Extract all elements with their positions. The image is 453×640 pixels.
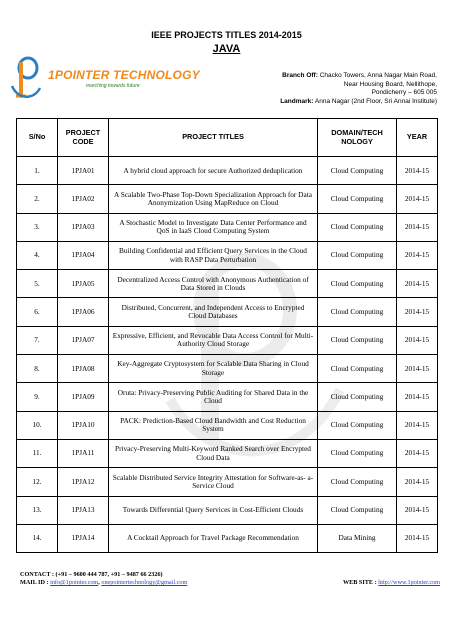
- email-link-2[interactable]: onepointertechnology@gmail.com: [101, 579, 188, 586]
- row-sno: 9.: [17, 383, 58, 411]
- row-year: 2014-15: [397, 326, 438, 354]
- row-year: 2014-15: [397, 213, 438, 241]
- row-project-code: 1PJA09: [58, 383, 109, 411]
- row-project-code: 1PJA07: [58, 326, 109, 354]
- row-year: 2014-15: [397, 383, 438, 411]
- row-sno: 10.: [17, 411, 58, 439]
- contact-phones: : (+91 – 9600 444 787, +91 – 9487 66 2326): [51, 571, 163, 578]
- table-header-row: [17, 119, 438, 157]
- website-label: WEB SITE :: [342, 579, 377, 586]
- row-project-code: 1PJA12: [58, 468, 109, 496]
- row-sno: 13.: [17, 496, 58, 524]
- row-project-title: PACK: Prediction-Based Cloud Bandwidth and Cost Reduction System: [109, 411, 318, 439]
- row-project-code: 1PJA02: [58, 185, 109, 213]
- email-link-1[interactable]: info@1pointer.com: [50, 579, 99, 586]
- row-domain: Cloud Computing: [318, 241, 397, 269]
- row-sno: 3.: [17, 213, 58, 241]
- row-project-title: Expressive, Efficient, and Revocable Data Access Control for Multi-Authority Cloud Storage: [109, 326, 318, 354]
- row-domain: Cloud Computing: [318, 355, 397, 383]
- row-domain: Cloud Computing: [318, 185, 397, 213]
- row-domain: Cloud Computing: [318, 496, 397, 524]
- branch-line-3: Pondicherry – 605 005: [371, 89, 437, 96]
- row-project-title: Distributed, Concurrent, and Independent Access to Encrypted Cloud Databases: [109, 298, 318, 326]
- branch-label: Branch Off:: [282, 72, 318, 79]
- row-project-code: 1PJA06: [58, 298, 109, 326]
- row-sno: 12.: [17, 468, 58, 496]
- address-block: [197, 72, 437, 106]
- table-row: [17, 270, 438, 298]
- table-row: [17, 326, 438, 354]
- row-domain: Cloud Computing: [318, 326, 397, 354]
- table-row: [17, 355, 438, 383]
- column-header-title: PROJECT TITLES: [109, 119, 318, 157]
- row-project-code: 1PJA03: [58, 213, 109, 241]
- table-row: [17, 185, 438, 213]
- row-year: 2014-15: [397, 468, 438, 496]
- row-year: 2014-15: [397, 524, 438, 552]
- branch-line-2: Near Housing Board, Nellithope,: [343, 80, 437, 88]
- row-domain: Cloud Computing: [318, 213, 397, 241]
- table-row: [17, 241, 438, 269]
- row-project-title: A Stochastic Model to Investigate Data Center Performance and QoS in IaaS Cloud Computing System: [109, 213, 318, 241]
- row-project-code: 1PJA04: [58, 241, 109, 269]
- row-sno: 6.: [17, 298, 58, 326]
- column-header-domain: DOMAIN/TECH NOLOGY: [318, 119, 397, 157]
- row-sno: 8.: [17, 355, 58, 383]
- row-domain: Data Mining: [318, 524, 397, 552]
- row-sno: 2.: [17, 185, 58, 213]
- website-link[interactable]: http://www.1pointer.com: [378, 579, 440, 586]
- row-project-title: Towards Differential Query Services in Cost-Efficient Clouds: [109, 496, 318, 524]
- mail-separator: :: [46, 579, 49, 586]
- column-header-year: YEAR: [397, 119, 438, 157]
- row-year: 2014-15: [397, 270, 438, 298]
- logo-tagline: marching towards future: [86, 83, 140, 89]
- table-row: [17, 157, 438, 185]
- row-project-title: A Cocktail Approach for Travel Package Recommendation: [109, 524, 318, 552]
- table-row: [17, 468, 438, 496]
- table-row: [17, 496, 438, 524]
- row-project-title: Oruta: Privacy-Preserving Public Auditing for Shared Data in the Cloud: [109, 383, 318, 411]
- table-row: [17, 411, 438, 439]
- row-project-code: 1PJA10: [58, 411, 109, 439]
- logo-icon: [8, 56, 42, 100]
- table-row: [17, 213, 438, 241]
- row-project-code: 1PJA05: [58, 270, 109, 298]
- row-domain: Cloud Computing: [318, 411, 397, 439]
- row-domain: Cloud Computing: [318, 383, 397, 411]
- row-domain: Cloud Computing: [318, 157, 397, 185]
- row-sno: 1.: [17, 157, 58, 185]
- row-project-code: 1PJA14: [58, 524, 109, 552]
- row-sno: 7.: [17, 326, 58, 354]
- document-title: IEEE PROJECTS TITLES 2014-2015: [151, 30, 302, 40]
- row-year: 2014-15: [397, 411, 438, 439]
- row-sno: 5.: [17, 270, 58, 298]
- row-project-code: 1PJA01: [58, 157, 109, 185]
- row-year: 2014-15: [397, 439, 438, 467]
- row-project-title: Privacy-Preserving Multi-Keyword Ranked Search over Encrypted Cloud Data: [109, 439, 318, 467]
- row-year: 2014-15: [397, 355, 438, 383]
- row-year: 2014-15: [397, 185, 438, 213]
- row-project-title: A hybrid cloud approach for secure Authorized deduplication: [109, 157, 318, 185]
- row-domain: Cloud Computing: [318, 270, 397, 298]
- table-row: [17, 524, 438, 552]
- row-project-code: 1PJA08: [58, 355, 109, 383]
- landmark-text: Anna Nagar (2nd Floor, Sri Annai Institute): [314, 97, 437, 105]
- row-sno: 11.: [17, 439, 58, 467]
- row-project-title: A Scalable Two-Phase Top-Down Specialization Approach for Data Anonymization Using MapReduce on Cloud: [109, 185, 318, 213]
- logo-name: 1POINTER TECHNOLOGY: [48, 68, 200, 82]
- row-year: 2014-15: [397, 157, 438, 185]
- landmark-label: Landmark:: [280, 97, 314, 105]
- projects-table: [16, 118, 438, 553]
- row-sno: 4.: [17, 241, 58, 269]
- row-project-title: Scalable Distributed Service Integrity Attestation for Software-as- a-Service Cloud: [109, 468, 318, 496]
- table-row: [17, 298, 438, 326]
- row-sno: 14.: [17, 524, 58, 552]
- row-project-code: 1PJA11: [58, 439, 109, 467]
- row-project-title: Building Confidential and Efficient Query Services in the Cloud with RASP Data Perturbation: [109, 241, 318, 269]
- table-body: [17, 157, 438, 553]
- row-year: 2014-15: [397, 496, 438, 524]
- row-domain: Cloud Computing: [318, 439, 397, 467]
- row-year: 2014-15: [397, 298, 438, 326]
- contact-label: CONTACT: [20, 571, 51, 578]
- mail-label: MAIL ID: [20, 579, 45, 586]
- company-logo: [8, 56, 228, 104]
- table-row: [17, 439, 438, 467]
- document-subtitle: JAVA: [212, 43, 241, 55]
- column-header-sno: S/No: [17, 119, 58, 157]
- branch-line-1: Chacko Towers, Anna Nagar Main Road,: [319, 72, 437, 79]
- footer: CONTACT : (+91 – 9600 444 787, +91 – 9487 66 2326) MAIL ID : info@1pointer.com, onepointertechnology@gmail.com WEB SITE : http://www.1pointer.com: [20, 571, 440, 586]
- row-year: 2014-15: [397, 241, 438, 269]
- row-project-code: 1PJA13: [58, 496, 109, 524]
- table-row: [17, 383, 438, 411]
- row-project-title: Decentralized Access Control with Anonymous Authentication of Data Stored in Clouds: [109, 270, 318, 298]
- column-header-code: PROJECT CODE: [58, 119, 109, 157]
- row-domain: Cloud Computing: [318, 468, 397, 496]
- row-project-title: Key-Aggregate Cryptosystem for Scalable Data Sharing in Cloud Storage: [109, 355, 318, 383]
- row-domain: Cloud Computing: [318, 298, 397, 326]
